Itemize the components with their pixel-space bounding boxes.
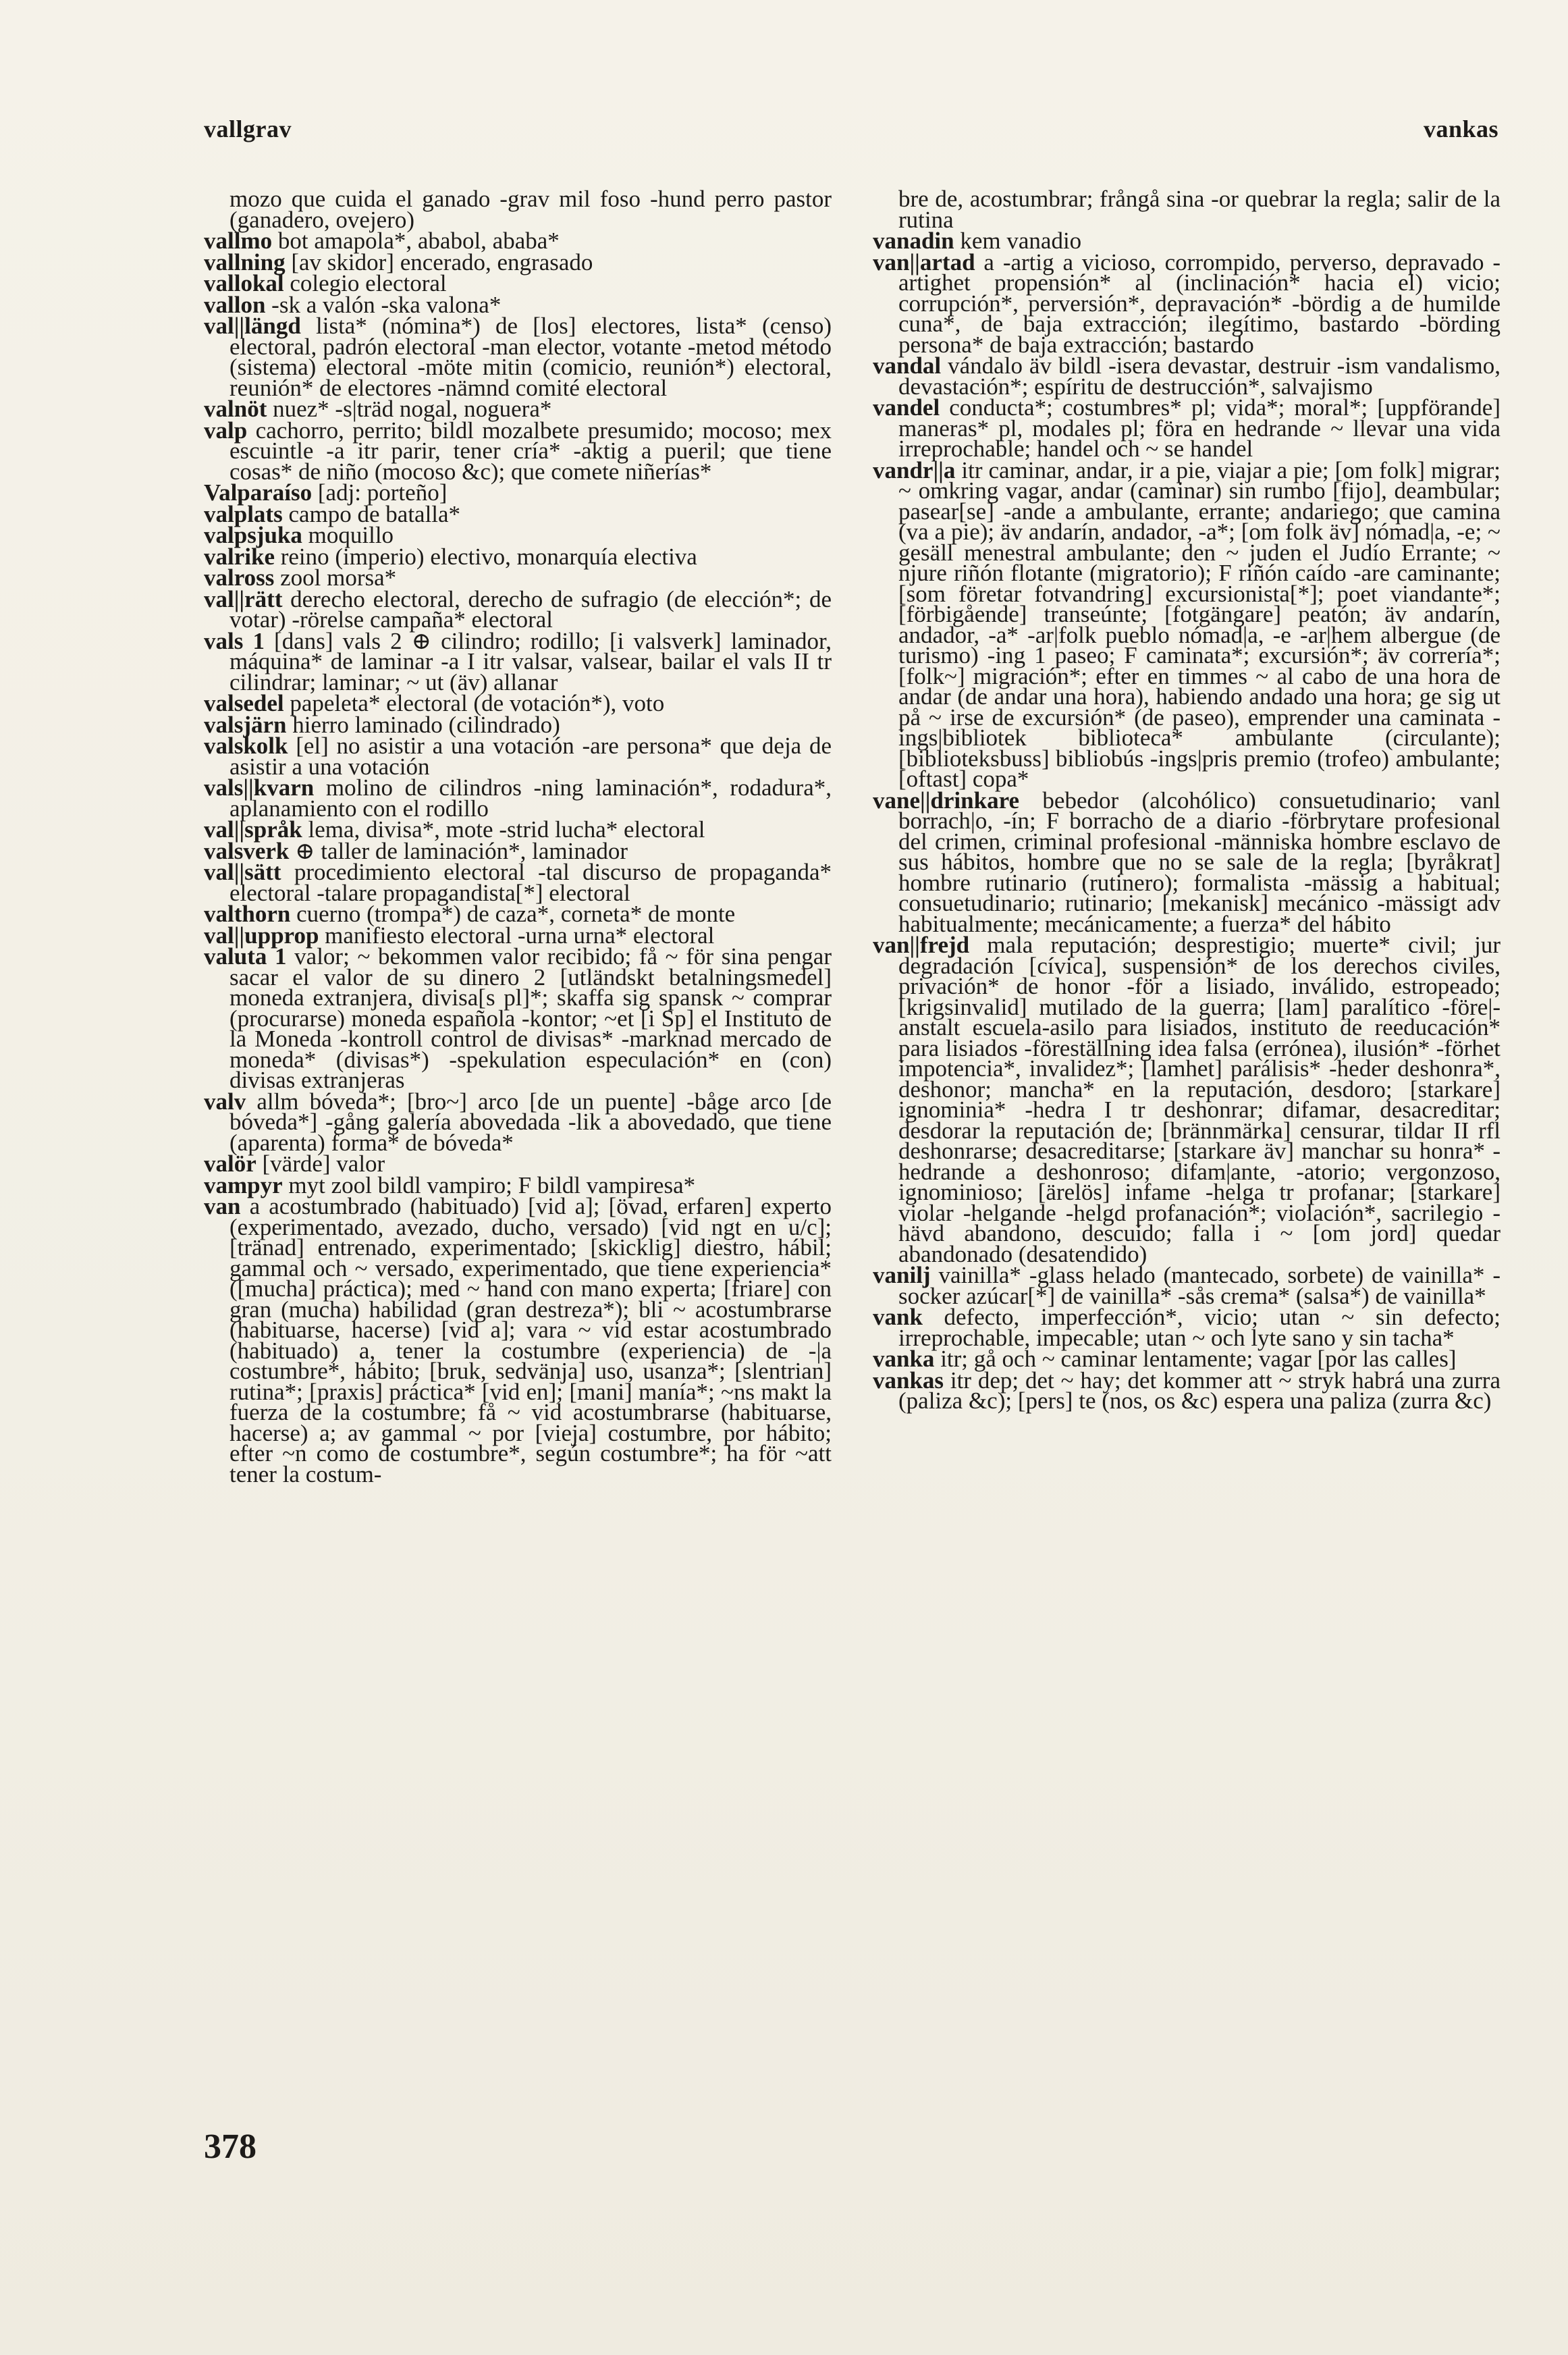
entry-definition: lema, divisa*, mote -strid lucha* electoral: [302, 816, 705, 843]
entry-definition: ⊕ taller de laminación*, laminador: [289, 837, 628, 864]
entry-definition: [dans] vals 2 ⊕ cilindro; rodillo; [i valsverk] laminador, máquina* de laminar -a I itr valsar, valsear, bailar el vals II tr cilindrar; laminar; ~ ut (äv) allanar: [229, 627, 832, 695]
entry-definition: bre de, acostumbrar; frångå sina -or quebrar la regla; salir de la rutina: [898, 186, 1501, 233]
entry-headword: vallmo: [204, 228, 273, 254]
dictionary-entry: [873, 248, 1501, 358]
entry-headword: vandal: [873, 352, 942, 379]
dictionary-entry: [204, 1193, 832, 1487]
dictionary-entry: [204, 417, 832, 485]
entry-definition: kem vanadio: [954, 228, 1082, 254]
dictionary-entry: [873, 394, 1501, 462]
entry-headword: valsedel: [204, 690, 284, 716]
dictionary-entry: [873, 456, 1501, 792]
entry-definition: -sk a valón -ska valona*: [265, 291, 502, 318]
entry-definition: procedimiento electoral -tal discurso de propaganda* electoral -talare propagandista[*] electoral: [229, 859, 832, 906]
entry-headword: van||artad: [873, 248, 975, 275]
entry-headword: valross: [204, 564, 275, 591]
dictionary-entry: [873, 1367, 1501, 1414]
entry-headword: val||rätt: [204, 585, 283, 612]
entry-definition: colegio electoral: [283, 270, 447, 296]
entry-headword: valp: [204, 417, 248, 444]
entry-headword: valnöt: [204, 396, 267, 422]
right-column: [873, 186, 1501, 1414]
entry-definition: mala reputación; desprestigio; muerte* civil; jur degradación [cívica], suspensión* de los derechos civiles, privación* de honor -för a lisiado, inválido, estropeado; [krigsinvalid] mutilado de la guerra; [lam] paralítico -före|-anstalt escuela-asilo para lisiados, instituto de reeducación* para lisiados -föreställning idea falsa (errónea), ilusión* -förhet impotencia*, invalidez*; [lamhet] parálisis* -heder deshonra*, deshonor; mancha* en la reputación, desdoro; [starkare] ignominia* -hedra I tr deshonrar; difamar, desacreditar; desdorar la reputación de; [brännmärka] censurar, tildar II rfl deshonrarse; desacreditarse; [starkare äv] manchar su honra* -hedrande a deshonroso; difam|ante, -atorio; vergonzoso, ignominioso; [ärelös] infame -helga tr profanar; [starkare] violar -helgande -helgd profanación*; violación*, sacrilegio -hävd abandono, descuido; falla i ~ [om jord] quedar abandonado (desatendido): [898, 932, 1501, 1267]
dictionary-entry: [873, 1304, 1501, 1351]
entry-definition: conducta*; costumbres* pl; vida*; moral*; [uppförande] maneras* pl, modales pl; föra en hedrande ~ llevar una vida irreprochable; handel och ~ se handel: [898, 394, 1501, 462]
dictionary-entry: [204, 627, 832, 695]
entry-definition: myt zool bildl vampiro; F bildl vampiresa*: [282, 1171, 696, 1198]
entry-definition: allm bóveda*; [bro~] arco [de un puente] -båge arco [de bóveda*] -gång galería abovedada -lik a abovedado, que tiene (aparenta) forma* de bóveda*: [229, 1088, 832, 1156]
entry-definition: [av skidor] encerado, engrasado: [285, 248, 593, 275]
dictionary-entry: [204, 943, 832, 1093]
dictionary-entry: [204, 774, 832, 822]
entry-definition: [värde] valor: [256, 1150, 385, 1177]
entry-definition: molino de cilindros -ning laminación*, rodadura*, aplanamiento con el rodillo: [229, 774, 832, 822]
entry-definition: mozo que cuida el ganado -grav mil foso -hund perro pastor (ganadero, ovejero): [229, 186, 832, 233]
entry-headword: vandr||a: [873, 456, 956, 483]
entry-definition: nuez* -s|träd nogal, noguera*: [267, 396, 552, 422]
entry-headword: vanka: [873, 1346, 935, 1372]
entry-headword: valsjärn: [204, 711, 287, 738]
dictionary-entry: [873, 1262, 1501, 1309]
entry-definition: valor; ~ bekommen valor recibido; få ~ för sina pengar sacar el valor de su dinero 2 [utländskt betalningsmedel] moneda extranjera, divisa[s pl]*; skaffa sig spansk ~ comprar (procurarse) moneda española -kontor; ~et [i Sp] el Instituto de la Moneda -kontroll control de divisas* -marknad mercado de moneda* (divisas*) -spekulation especulación* en (con) divisas extranjeras: [229, 943, 832, 1093]
entry-headword: valpsjuka: [204, 522, 302, 548]
entry-definition: vainilla* -glass helado (mantecado, sorbete) de vainilla* -socker azúcar[*] de vainilla* -sås crema* (salsa*) de vainilla*: [898, 1262, 1501, 1309]
entry-headword: van: [204, 1193, 241, 1219]
entry-headword: vallokal: [204, 270, 284, 296]
dictionary-entry: [873, 186, 1501, 233]
entry-headword: valsverk: [204, 837, 290, 864]
entry-headword: valör: [204, 1150, 256, 1177]
entry-headword: vandel: [873, 394, 940, 421]
entry-headword: vank: [873, 1304, 923, 1330]
entry-definition: reino (imperio) electivo, monarquía electiva: [274, 543, 697, 570]
entry-headword: vane||drinkare: [873, 787, 1020, 814]
entry-definition: vándalo äv bildl -isera devastar, destruir -ism vandalismo, devastación*; espíritu de destrucción*, salvajismo: [898, 352, 1501, 400]
entry-definition: cachorro, perrito; bildl mozalbete presumido; mocoso; mex escuintle -a itr parir, tener cría* -aktig a pueril; que tiene cosas* de niño (mocoso &c); que comete niñerías*: [229, 417, 832, 485]
page-number: 378: [204, 2127, 256, 2166]
entry-headword: valplats: [204, 500, 283, 527]
entry-headword: valrike: [204, 543, 275, 570]
entry-headword: vallning: [204, 248, 286, 275]
entry-definition: [el] no asistir a una votación -are persona* que deja de asistir a una votación: [229, 733, 832, 780]
entry-headword: vanadin: [873, 228, 954, 254]
dictionary-entry: [204, 733, 832, 780]
entry-headword: val||upprop: [204, 922, 319, 949]
entry-definition: manifiesto electoral -urna urna* electoral: [319, 922, 715, 949]
entry-definition: [adj: porteño]: [312, 479, 448, 506]
dictionary-entry: [204, 1088, 832, 1156]
entry-definition: zool morsa*: [274, 564, 397, 591]
entry-headword: van||frejd: [873, 932, 970, 958]
entry-definition: cuerno (trompa*) de caza*, corneta* de monte: [290, 901, 736, 927]
entry-definition: bebedor (alcohólico) consuetudinario; vanl borrach|o, -ín; F borracho de a diario -förbrytare profesional del crimen, criminal profesional -människa hombre esclavo de sus hábitos, hombre que no se sale de la regla; [byråkrat] hombre rutinario (rutinero); formalista -mässig a habitual; consuetudinario; rutinario; [mekanisk] mecánico -mässigt adv habitualmente; mecánicamente; a fuerza* del hábito: [898, 787, 1501, 937]
entry-definition: a -artig a vicioso, corrompido, perverso, depravado -artighet propensión* al (inclinación* hacia el) vicio; corrupción*, perversión*, depravación* -bördig a de humilde cuna*, de baja extracción; ilegítimo, bastardo -börding persona* de baja extracción; bastardo: [898, 248, 1501, 358]
dictionary-entry: [204, 186, 832, 233]
entry-headword: valv: [204, 1088, 246, 1115]
entry-headword: vanilj: [873, 1262, 931, 1288]
dictionary-entry: [873, 932, 1501, 1267]
entry-headword: vallon: [204, 291, 266, 318]
entry-definition: a acostumbrado (habituado) [vid a]; [övad, erfaren] experto (experimentado, avezado, ducho, versado) [vid ngt en u/c]; [tränad] entrenado, experimentado; [skicklig] diestro, hábil; gammal och ~ versado, experimentado, que tiene experiencia* ([mucha] práctica); med ~ hand con mano experta; [friare] con gran (mucha) habilidad (gran destreza*); bli ~ acostumbrarse (habituarse, hacerse) [vid a]; vara ~ vid estar acostumbrado (habituado) a, tener la costumbre (experiencia) de -|a costumbre*, hábito; [bruk, sedvänja] uso, usanza*; [slentrian] rutina*; [praxis] práctica* [vid en]; [mani] manía*; ~ns makt la fuerza de la costumbre; få ~ vid acostumbrarse (habituarse, hacerse) a; av gammal ~ por [vieja] costumbre, por hábito; efter ~n como de costumbre*, según costumbre*; ha för ~att tener la costum-: [229, 1193, 832, 1487]
entry-definition: defecto, imperfección*, vicio; utan ~ sin defecto; irreprochable, impecable; utan ~ och lyte sano y sin tacha*: [898, 1304, 1501, 1351]
header-right-guide-word: vankas: [1423, 115, 1498, 142]
entry-definition: hierro laminado (cilindrado): [286, 711, 560, 738]
entry-headword: valthorn: [204, 901, 291, 927]
entry-definition: lista* (nómina*) de [los] electores, lista* (censo) electoral, padrón electoral -man elector, votante -metod método (sistema) electoral -möte mitin (comicio, reunión*) electoral, reunión* de electores -nämnd comité electoral: [229, 313, 832, 401]
entry-definition: campo de batalla*: [282, 500, 461, 527]
entry-headword: val||längd: [204, 313, 301, 339]
entry-definition: itr caminar, andar, ir a pie, viajar a pie; [om folk] migrar; ~ omkring vagar, andar (caminar) sin rumbo [fijo], deambular; pasear[se] -ande a ambulante, errante; andariego; que camina (va a pie); äv andarín, andador, -a*; [om folk äv] nómad|a, -e; ~ gesäll menestral ambulante; den ~ juden el Judío Errante; ~ njure riñón flotante (migratorio); F riñón caído -are caminante; [som företar fotvandring] excursionista[*]; poet viandante*; [förbigående] transeúnte; [fotgängare] peatón; äv andarín, andador, -a* -ar|folk pueblo nómad|a, -e -ar|hem albergue (de turismo) -ing 1 paseo; F caminata*; excursión*; äv correría*; [folk~] migración*; efter en timmes ~ al cabo de una hora de andar (de andar una hora), habiendo andado una hora; ge sig ut på ~ irse de excursión* (de paseo), emprender una caminata -ings|bibliotek biblioteca* ambulante (circulante); [biblioteksbuss] bibliobús -ings|pris premio (trofeo) ambulante; [oftast] copa*: [898, 456, 1501, 792]
entry-headword: vals 1: [204, 627, 265, 654]
dictionary-entry: [204, 859, 832, 906]
entry-headword: Valparaíso: [204, 479, 313, 506]
entry-headword: vankas: [873, 1367, 944, 1394]
entry-headword: val||språk: [204, 816, 302, 843]
left-column: [204, 186, 832, 1487]
dictionary-entry: [204, 313, 832, 401]
entry-definition: moquillo: [302, 522, 394, 548]
entry-definition: itr dep; det ~ hay; det kommer att ~ stryk habrá una zurra (paliza &c); [pers] te (nos, os &c) espera una paliza (zurra &c): [898, 1367, 1501, 1414]
entry-headword: val||sätt: [204, 859, 281, 885]
header-left-guide-word: vallgrav: [204, 115, 292, 142]
entry-headword: vals||kvarn: [204, 774, 315, 801]
dictionary-entry: [873, 787, 1501, 937]
entry-definition: itr; gå och ~ caminar lentamente; vagar [por las calles]: [934, 1346, 1457, 1372]
dictionary-entry: [873, 352, 1501, 400]
dictionary-entry: [204, 585, 832, 633]
entry-definition: bot amapola*, ababol, ababa*: [272, 228, 560, 254]
entry-headword: valuta 1: [204, 943, 287, 970]
entry-definition: derecho electoral, derecho de sufragio (de elección*; de votar) -rörelse campaña* electoral: [229, 585, 832, 633]
entry-headword: valskolk: [204, 733, 288, 759]
entry-headword: vampyr: [204, 1171, 283, 1198]
entry-definition: papeleta* electoral (de votación*), voto: [283, 690, 665, 716]
